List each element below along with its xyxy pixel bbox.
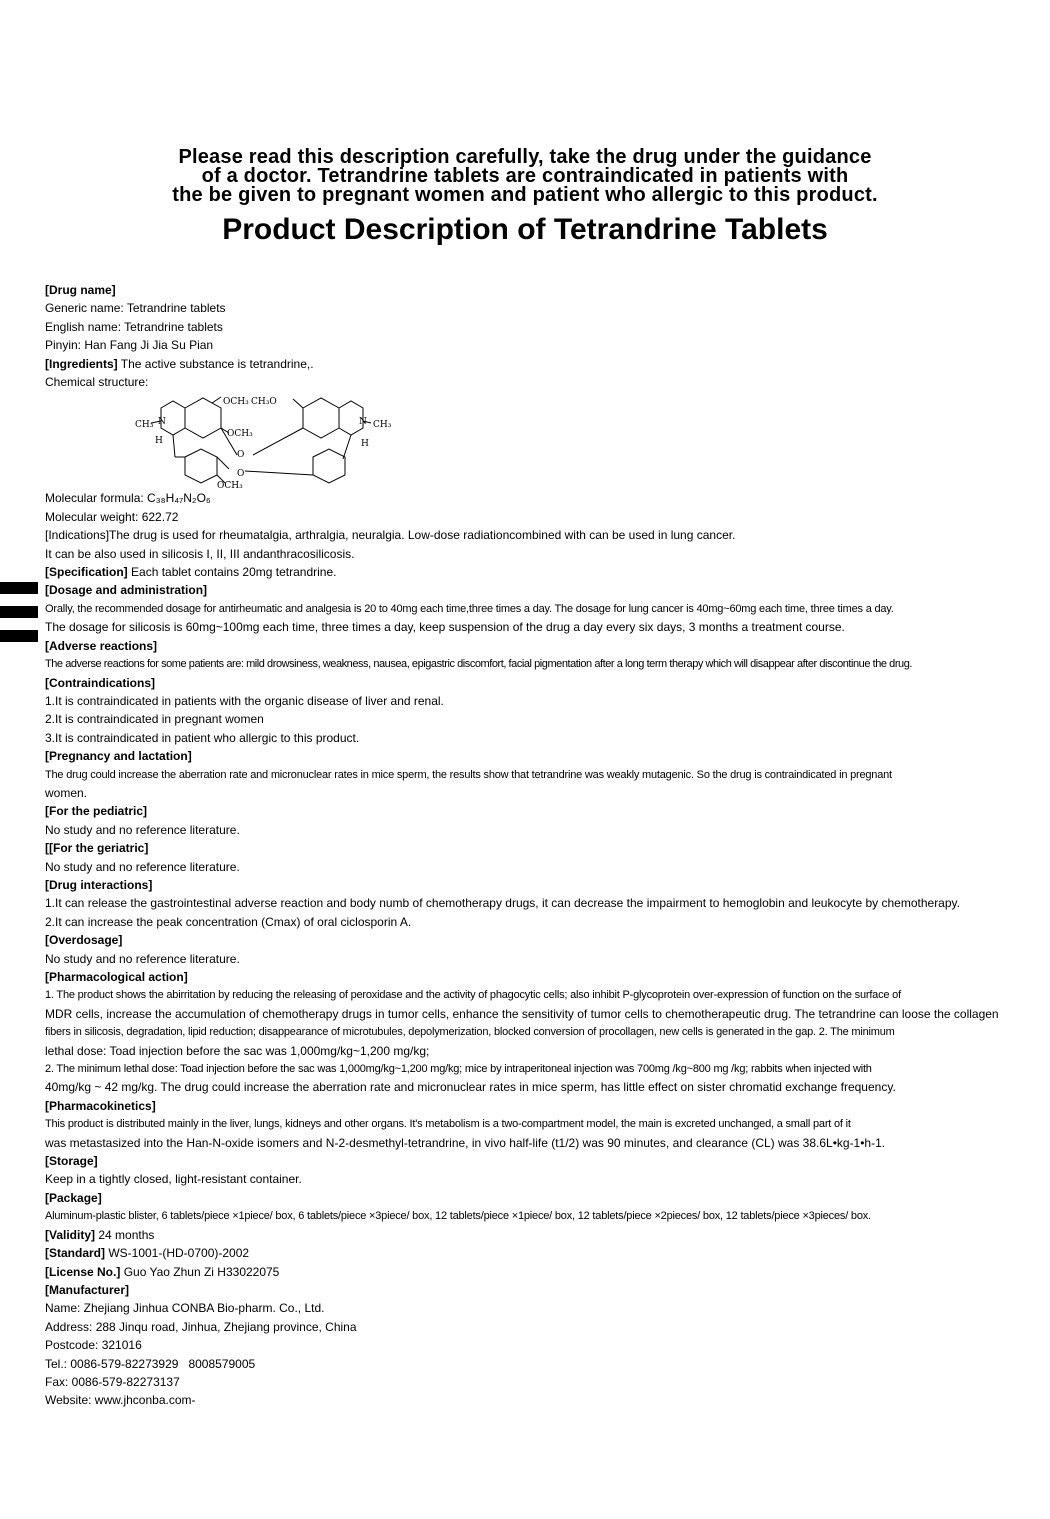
bond (293, 399, 303, 408)
pharmacokinetics-line: This product is distributed mainly in the liver, lungs, kidneys and other organs. It's metabolism is a two-compartment model, the main is excreted unchanged, a small part of it (45, 1118, 851, 1131)
standard (45, 1244, 1020, 1262)
ring-left-aromatic (185, 398, 221, 438)
list-item: 2.It is contraindicated in pregnant women (45, 712, 264, 727)
pharmacological-line: 1. The product shows the abirritation by reducing the releasing of peroxidase and the activity of phagocytic cells; also inhibit P-glycoprotein over-expression of function on the surface of (45, 989, 901, 1002)
bond (173, 435, 175, 457)
label-o: O (237, 450, 245, 461)
section-heading: [Validity] (45, 1227, 96, 1242)
pharmacological-line: 40mg/kg ~ 42 mg/kg. The drug could increase the aberration rate and micronuclear rates in mice sperm, has little effect on sister chromatid exchange frequency. (45, 1080, 896, 1095)
dosage-line: The dosage for silicosis is 60mg~100mg each time, three times a day, keep suspension of the drug a day every six days, 3 months a treatment course. (45, 620, 845, 635)
chemical-structure (45, 391, 1020, 489)
section-heading: [For the pediatric] (45, 804, 148, 819)
dosage-line: Orally, the recommended dosage for antirheumatic and analgesia is 20 to 40mg each time,three times a day. The dosage for lung cancer is 40mg~60mg each time, three times a day. (45, 602, 894, 615)
document-body (45, 281, 1020, 1410)
bond (217, 457, 229, 469)
label-n: N (158, 417, 166, 428)
ring-left-lower (185, 449, 217, 483)
interactions-line: 1.It can release the gastrointestinal adverse reaction and body numb of chemotherapy drugs, it can decrease the impairment to hemoglobin and leukocyte by chemotherapy. (45, 896, 960, 911)
pharmacological-line: fibers in silicosis, degradation, lipid reduction; disappearance of microtubules, depolymerization, blocked conversion of procollagen, new cells is generated in the gap. 2. The minimum (45, 1026, 895, 1039)
margin-mark (0, 630, 38, 642)
bond (245, 471, 313, 475)
storage-text: Keep in a tightly closed, light-resistant container. (45, 1172, 302, 1187)
ingredients (45, 355, 1020, 373)
section-heading: [Drug interactions] (45, 877, 153, 892)
section-heading: [Storage] (45, 1154, 98, 1169)
indications-line: [Indications]The drug is used for rheumatalgia, arthralgia, neuralgia. Low-dose radiationcombined with can be used in lung cancer. (45, 528, 736, 543)
formula-value: C₃₈H₄₇N₂O₆ (147, 491, 211, 506)
manufacturer-name: Name: Zhejiang Jinhua CONBA Bio-pharm. Co., Ltd. (45, 1301, 325, 1316)
label-h: H (361, 439, 369, 450)
geriatric-text: No study and no reference literature. (45, 859, 240, 874)
section-heading: [Manufacturer] (45, 1282, 130, 1297)
ingredients-text: The active substance is tetrandrine,. (117, 356, 314, 371)
section-heading: [License No.] (45, 1264, 121, 1279)
section-heading: [Overdosage] (45, 933, 123, 948)
warning-notice (0, 148, 1050, 205)
warning-line-2: of a doctor. Tetrandrine tablets are contraindicated in patients with (201, 165, 849, 187)
chemical-structure-label: Chemical structure: (45, 375, 149, 390)
adverse-text: The adverse reactions for some patients are: mild drowsiness, weakness, nausea, epigastric discomfort, facial pigmentation after a long term therapy which will disappear after discontinue the drug. (45, 658, 912, 671)
label-ch3o: CH₃O (251, 397, 277, 408)
bond (212, 397, 221, 403)
license-text: Guo Yao Zhun Zi H33022075 (120, 1264, 280, 1279)
label-och3: OCH₃ (227, 429, 253, 440)
pinyin-name: Pinyin: Han Fang Ji Jia Su Pian (45, 338, 214, 353)
pharmacological-line: 2. The minimum lethal dose: Toad injection before the sac was 1,000mg/kg~1,200 mg/kg; mice by intraperitoneal injection was 700mg /kg~800 mg /kg; rabbits when injected with (45, 1063, 872, 1076)
license (45, 1263, 1020, 1281)
margin-marks (0, 582, 38, 654)
molecular-formula (45, 489, 1020, 507)
section-heading: [Dosage and administration] (45, 583, 208, 598)
generic-name: Generic name: Tetrandrine tablets (45, 301, 226, 316)
label-h: H (155, 436, 163, 447)
warning-line-1: Please read this description carefully, take the drug under the guidance (178, 146, 872, 168)
indications-line: It can be also used in silicosis I, II, III andanthracosilicosis. (45, 546, 355, 561)
overdosage-text: No study and no reference literature. (45, 951, 240, 966)
list-item: 3.It is contraindicated in patient who allergic to this product. (45, 730, 360, 745)
formula-label: Molecular formula: (45, 491, 148, 506)
label-ch3: CH₃ (373, 420, 392, 431)
specification-text: Each tablet contains 20mg tetrandrine. (127, 565, 337, 580)
pregnancy-line: The drug could increase the aberration rate and micronuclear rates in mice sperm, the results show that tetrandrine was weakly mutagenic. So the drug is contraindicated in pregnant (45, 768, 892, 781)
section-heading: [[For the geriatric] (45, 841, 149, 856)
section-heading: [Standard] (45, 1246, 105, 1261)
pharmacokinetics-line: was metastasized into the Han-N-oxide isomers and N-2-desmethyl-tetrandrine, in vivo half-life (t1/2) was 90 minutes, and clearance (CL) was 38.6L•kg-1•h-1. (45, 1135, 886, 1150)
section-heading: [Pharmacokinetics] (45, 1098, 156, 1113)
section-heading: [Adverse reactions] (45, 638, 158, 653)
ring-right-aromatic (303, 398, 339, 438)
pediatric-text: No study and no reference literature. (45, 822, 240, 837)
english-name: English name: Tetrandrine tablets (45, 319, 223, 334)
validity-text: 24 months (95, 1227, 155, 1242)
ring-right-lower (313, 449, 345, 483)
validity (45, 1226, 1020, 1244)
manufacturer-postcode: Postcode: 321016 (45, 1338, 142, 1353)
structure-diagram (133, 391, 393, 489)
section-heading: [Pharmacological action] (45, 970, 188, 984)
margin-mark (0, 582, 38, 594)
section-heading: [Package] (45, 1190, 102, 1205)
section-heading: [Ingredients] (45, 356, 118, 371)
bond (253, 428, 303, 455)
label-ch3: CH₃ (135, 420, 154, 431)
section-heading: [Contraindications] (45, 675, 155, 690)
interactions-line: 2.It can increase the peak concentration (Cmax) of oral ciclosporin A. (45, 914, 412, 929)
specification (45, 563, 1020, 581)
list-item: 1.It is contraindicated in patients with the organic disease of liver and renal. (45, 693, 444, 708)
section-heading: [Specification] (45, 565, 128, 580)
pharmacological-line: lethal dose: Toad injection before the sac was 1,000mg/kg~1,200 mg/kg; (45, 1043, 430, 1058)
page-title: Product Description of Tetrandrine Tablets (222, 213, 828, 246)
label-o: O (237, 469, 245, 480)
package-text: Aluminum-plastic blister, 6 tablets/piece ×1piece/ box, 6 tablets/piece ×3piece/ box, 12 tablets/piece ×1piece/ box, 12 tablets/piece ×2pieces/ box, 12 tablets/piece ×3pieces/ box. (45, 1210, 871, 1223)
label-och3: OCH₃ (223, 397, 249, 408)
manufacturer-address: Address: 288 Jinqu road, Jinhua, Zhejiang province, China (45, 1319, 357, 1334)
manufacturer-website: Website: www.jhconba.com- (45, 1393, 196, 1408)
label-n: N (359, 417, 367, 428)
label-och3: OCH₃ (217, 481, 243, 490)
bond (343, 435, 351, 459)
manufacturer-fax: Fax: 0086-579-82273137 (45, 1374, 180, 1389)
standard-text: WS-1001-(HD-0700)-2002 (105, 1246, 250, 1261)
molecular-weight: Molecular weight: 622.72 (45, 509, 179, 524)
manufacturer-tel: Tel.: 0086-579-82273929 8008579005 (45, 1356, 256, 1371)
section-heading: [Drug name] (45, 283, 116, 297)
margin-mark (0, 606, 38, 618)
pregnancy-line: women. (45, 785, 88, 800)
section-heading: [Pregnancy and lactation] (45, 749, 192, 764)
pharmacological-line: MDR cells, increase the accumulation of chemotherapy drugs in tumor cells, enhance the sensitivity of tumor cells to chemotherapeutic drug. The tetrandrine can loose the collagen (45, 1006, 999, 1021)
warning-line-3: the be given to pregnant women and patient who allergic to this product. (172, 184, 878, 206)
